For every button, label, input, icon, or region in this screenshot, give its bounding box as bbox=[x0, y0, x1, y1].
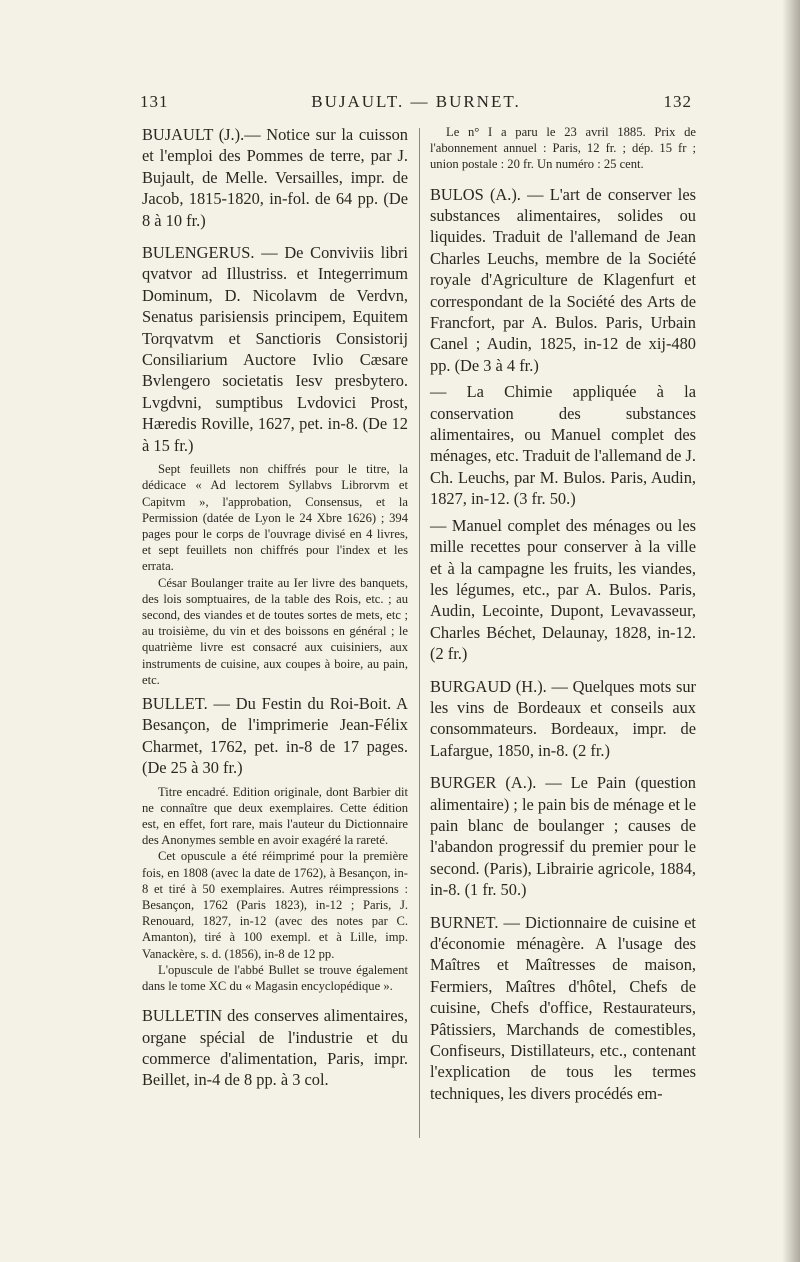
entry-burnet: BURNET. — Dictionnaire de cuisine et d'économie ménagère. A l'usage des Maîtres et Maîtresses de maison, Fermiers, Maîtres d'hôtel, Chefs de cuisine, Chefs d'office, Restaurateurs, Pâtissiers, Marchands de comestibles, Confiseurs, Distillateurs, etc., contenant l'explication de tous les termes techniques, les divers procédés em- bbox=[430, 912, 696, 1103]
note-bullet-edition: Titre encadré. Edition originale, dont Barbier dit ne connaître que deux exemplaires. Cette édition est, en effet, fort rare, mais l'auteur du Dictionnaire des Anonymes semble en avoir exagéré la rareté. bbox=[142, 784, 408, 848]
running-head-title: BUJAULT. — BURNET. bbox=[311, 92, 521, 111]
entry-bulletin: BULLETIN des conserves alimentaires, organe spécial de l'industrie et du commerce d'alimentation, Paris, impr. Beillet, in-4 de 8 pp. à 3 col. bbox=[142, 1006, 408, 1090]
right-column bbox=[430, 124, 696, 1104]
entry-burgaud: BURGAUD (H.). — Quelques mots sur les vins de Bordeaux et conseils aux consommateurs. Bordeaux, impr. de Lafargue, 1850, in-8. (2 fr.) bbox=[430, 676, 696, 760]
entry-bulos-art: BULOS (A.). — L'art de conserver les substances alimentaires, solides ou liquides. Traduit de l'allemand de Jean Charles Leuchs, membre de la Société royale d'Agriculture de Klagenfurt et correspondant de la Société des Arts de Francfort, par A. Bulos. Paris, Urbain Canel ; Audin, 1825, in-12 de xij-480 pp. (De 3 à 4 fr.) bbox=[430, 184, 696, 375]
note-bulletin-subscription: Le n° I a paru le 23 avril 1885. Prix de l'abonnement annuel : Paris, 12 fr. ; dép. 15 fr ; union postale : 20 fr. Un numéro : 25 cent. bbox=[430, 125, 696, 172]
entry-bullet: BULLET. — Du Festin du Roi-Boit. A Besançon, de l'imprimerie Jean-Félix Charmet, 1762, pet. in-8 de 17 pages. (De 25 à 30 fr.) bbox=[142, 693, 408, 778]
note-bullet-magasin: L'opuscule de l'abbé Bullet se trouve également dans le tome XC du « Magasin encyclopédique ». bbox=[142, 962, 408, 993]
entry-bujault: BUJAULT (J.).— Notice sur la cuisson et l'emploi des Pommes de terre, par J. Bujault, de Melle. Versailles, impr. de Jacob, 1815-1820, in-fol. de 64 pp. (De 8 à 10 fr.) bbox=[142, 125, 408, 230]
left-column bbox=[142, 124, 408, 1091]
running-head bbox=[140, 92, 692, 116]
column-divider bbox=[419, 128, 420, 1138]
page-edge-shadow bbox=[782, 0, 800, 1262]
entry-bulos-chimie: — La Chimie appliquée à la conservation des substances alimentaires, ou Manuel complet des ménages, etc. Traduit de l'allemand de J. Ch. Leuchs, par M. Bulos. Paris, Audin, 1827, in-12. (3 fr. 50.) bbox=[430, 382, 696, 509]
entry-bulengerus: BULENGERUS. — De Conviviis libri qvatvor ad Illustriss. et Integerrimum Dominum, D. Nicolavm de Verdvn, Senatus parisiensis principem, Equitem Torqvatvm et Sanctioris Consistorij Consiliarium Auctore Ivlio Cæsare Bvlengero societatis Iesv presbytero. Lvgdvni, sumptibus Lvdovici Prost, Hæredis Roville, 1627, pet. in-8. (De 12 à 15 fr.) bbox=[142, 243, 408, 455]
note-bullet-reprints: Cet opuscule a été réimprimé pour la première fois, en 1808 (avec la date de 1762), à Besançon, in-8 et tiré à 50 exemplaires. Autres réimpressions : Besançon, 1762 (Paris 1823), in-12 ; Paris, J. Renouard, 1827, in-12 (avec des notes par C. Amanton), tiré à 100 exempl. et à Lille, imp. Vanackère, s. d. (1856), in-8 de 12 pp. bbox=[142, 849, 408, 961]
entry-bulos-manuel: — Manuel complet des ménages ou les mille recettes pour conserver à la ville et à la campagne les fruits, les viandes, les légumes, etc., par A. Bulos. Paris, Audin, Lecointe, Dupont, Levavasseur, Charles Béchet, Delaunay, 1828, in-12. (2 fr.) bbox=[430, 515, 696, 664]
entry-burger: BURGER (A.). — Le Pain (question alimentaire) ; le pain bis de ménage et le pain blanc de boulanger ; causes de l'abandon progressif du premier pour le second. (Paris), Librairie agricole, 1884, in-8. (1 fr. 50.) bbox=[430, 773, 696, 900]
note-bulengerus-content: César Boulanger traite au Ier livre des banquets, des lois somptuaires, de la table des Rois, etc. ; au second, des viandes et de toutes sortes de mets, etc ; au troisième, du vin et des boissons en général ; le quatrième livre est consacré aux cuisiniers, aux instruments de cuisine, aux coupes à boire, au pain, etc. bbox=[142, 575, 408, 687]
note-bulengerus-collation: Sept feuillets non chiffrés pour le titre, la dédicace « Ad lectorem Syllabvs Librorvm et Capitvm », l'approbation, Consensus, et la Permission (datée de Lyon le 24 Xbre 1626) ; 394 pages pour le corps de l'ouvrage divisé en 4 livres, et sept feuillets non chiffrés pour l'index et les errata. bbox=[142, 462, 408, 574]
page-number-right: 132 bbox=[663, 92, 692, 111]
page-number-left: 131 bbox=[140, 92, 169, 111]
